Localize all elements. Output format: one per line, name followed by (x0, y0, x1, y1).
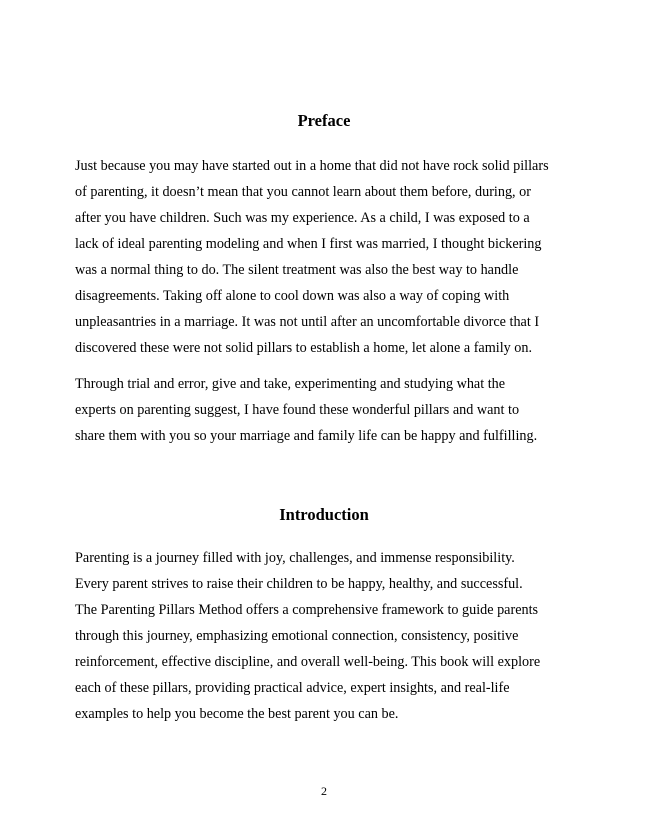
text-line: of parenting, it doesn’t mean that you cannot learn about them before, during, or (75, 184, 531, 200)
text-line: lack of ideal parenting modeling and when I first was married, I thought bickering (75, 236, 542, 252)
preface-heading: Preface (297, 111, 351, 130)
text-line: unpleasantries in a marriage. It was not until after an uncomfortable divorce that I (75, 314, 540, 330)
text-line: reinforcement, effective discipline, and overall well-being. This book will explore (75, 654, 541, 670)
text-line: Parenting is a journey filled with joy, challenges, and immense responsibility. (75, 550, 515, 566)
text-line: experts on parenting suggest, I have found these wonderful pillars and want to (75, 402, 520, 418)
introduction-heading: Introduction (279, 505, 369, 524)
text-line: through this journey, emphasizing emotional connection, consistency, positive (75, 628, 519, 644)
text-line: Through trial and error, give and take, experimenting and studying what the (75, 376, 506, 392)
text-line: The Parenting Pillars Method offers a comprehensive framework to guide parents (75, 602, 539, 618)
introduction-paragraph (75, 545, 581, 727)
page-number: 2 (321, 784, 327, 798)
preface-paragraph-2 (75, 371, 581, 449)
text-line: discovered these were not solid pillars to establish a home, let alone a family on. (75, 340, 533, 356)
preface-paragraph-1 (75, 153, 581, 361)
text-line: share them with you so your marriage and family life can be happy and fulfilling. (75, 428, 538, 444)
text-line: was a normal thing to do. The silent treatment was also the best way to handle (75, 262, 519, 278)
text-line: Every parent strives to raise their children to be happy, healthy, and successful. (75, 576, 523, 592)
text-line: Just because you may have started out in a home that did not have rock solid pillars (75, 158, 549, 174)
text-line: after you have children. Such was my experience. As a child, I was exposed to a (75, 210, 530, 226)
text-line: examples to help you become the best parent you can be. (75, 706, 399, 722)
text-line: disagreements. Taking off alone to cool down was also a way of coping with (75, 288, 510, 304)
text-line: each of these pillars, providing practical advice, expert insights, and real-life (75, 680, 510, 696)
